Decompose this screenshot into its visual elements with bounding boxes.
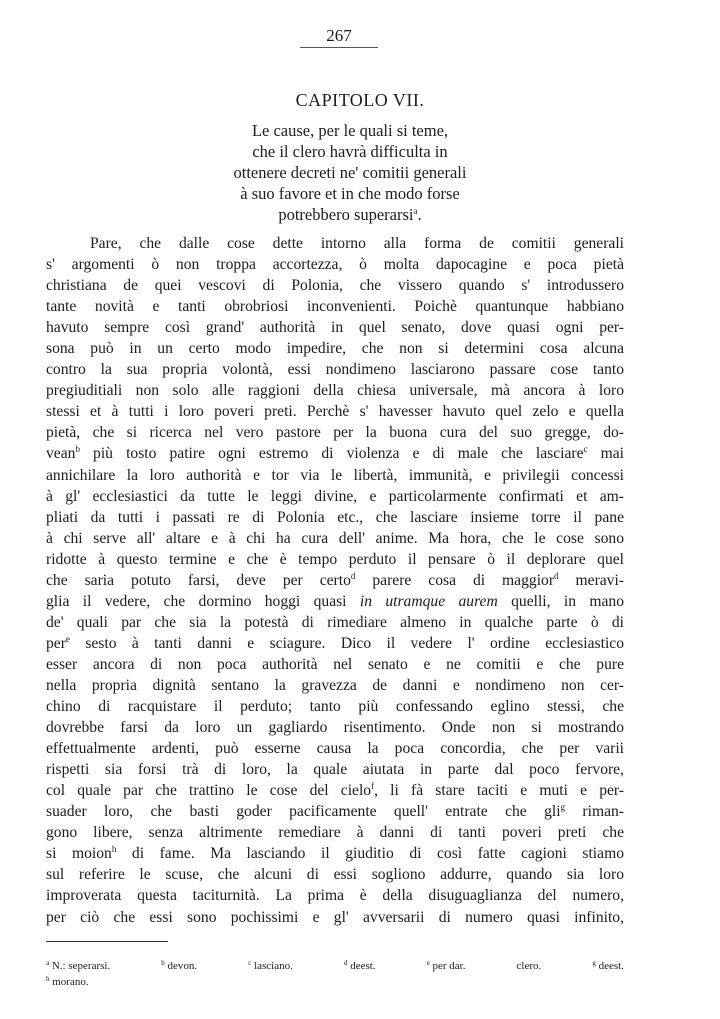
- footnote-mark-h: h: [111, 844, 117, 855]
- footnote-a-mark: a: [46, 959, 50, 967]
- footnote-mark-e: e: [65, 633, 70, 644]
- text-line: [46, 780, 624, 801]
- footnote-f-text: clero.: [516, 960, 542, 972]
- text-line: ridotte à questo termine e che è tempo perduto il pensare ò il deplorare quel: [46, 550, 624, 568]
- text-line: de' quali par che sia la potestà di rimediare almeno in qualche parte ò di: [46, 613, 624, 631]
- chapter-title: CAPITOLO VII.: [295, 90, 425, 110]
- footnote-b-mark: b: [161, 959, 165, 967]
- chapter-subtitle: [130, 120, 570, 225]
- text-line: sul referire le scuse, che alcuni di essi sogliono addurre, quando sia loro: [46, 866, 624, 884]
- subtitle-line: [130, 204, 570, 225]
- text-line: [46, 801, 624, 822]
- text-segment: glia il vedere, che dormino hoggi quasi: [46, 592, 347, 610]
- text-segment: sesto à tanti danni e sciagure. Dico il vedere l' ordine ecclesiastico: [85, 634, 625, 652]
- footnote-b-text: devon.: [167, 960, 198, 972]
- text-line: pietà, che si ricerca nel vero pastore per la buona cura del suo gregge, do-: [46, 424, 624, 442]
- text-line: pliati da tutti i passati re di Polonia etc., che lasciare insieme torre il pane: [46, 508, 624, 526]
- text-line: annichilare la loro authorità e tor via le libertà, immunità, e privilegii concessi: [46, 466, 624, 484]
- text-line: per ciò che essi sono pochissimi e gl' avversarii di numero quasi infinito,: [46, 908, 624, 926]
- text-line: à gl' ecclesiastici da tutte le leggi divine, e particolarmente confirmati et am-: [46, 487, 624, 505]
- text-line: havuto sempre così grand' authorità in quel senato, dove quasi ogni per-: [46, 319, 624, 337]
- text-segment: , li fà stare taciti e muti e per-: [374, 782, 624, 800]
- footnote-a-text: N.: seperarsi.: [51, 960, 111, 972]
- footnotes-row: [46, 974, 624, 990]
- footnote-mark-d: d: [554, 570, 559, 581]
- text-line: [46, 633, 624, 654]
- text-segment: si moion: [46, 845, 112, 863]
- text-line: Pare, che dalle cose dette intorno alla forma de comitii generali: [90, 235, 624, 252]
- text-segment: che saria potuto farsi, deve per certo: [46, 571, 351, 589]
- text-line: esser ancora di non poca authorità nel senato e ne comitii e che pure: [46, 655, 624, 673]
- footnote-d: [344, 958, 376, 974]
- text-segment: parere cosa di maggior: [372, 571, 555, 589]
- footnote-mark-b: b: [75, 444, 80, 455]
- footnote-h: [46, 974, 89, 990]
- footnote-d-mark: d: [343, 959, 348, 967]
- text-segment: riman-: [582, 803, 624, 821]
- text-line: pregiuditiali non solo alle raggioni della chiesa universale, mà ancora à loro: [46, 382, 624, 400]
- footnote-divider: [46, 941, 168, 942]
- text-line: [46, 570, 624, 591]
- footnote-h-mark: h: [46, 975, 50, 983]
- text-segment: suader loro, che basti goder pacificamente quell' entrate che gli: [46, 803, 561, 821]
- text-segment: di fame. Ma lasciando il giuditio di così fatte cagioni stiamo: [131, 845, 624, 863]
- text-line: stessi et à tutti i loro poveri preti. Perchè s' havesser havuto quel zelo e quella: [46, 403, 624, 421]
- footnote-c-text: lasciano.: [254, 960, 293, 972]
- footnote-c-mark: c: [248, 959, 252, 967]
- footnote-mark-d: d: [350, 570, 356, 581]
- footnote-e-mark: e: [426, 959, 430, 967]
- text-segment: mai: [600, 445, 625, 463]
- footnote-g-mark: g: [592, 959, 596, 967]
- text-segment: più tosto patire ogni estremo di violenza e di male che lasciare: [93, 445, 584, 463]
- text-line: nella propria dignità sentano la gravezza de danni e nondimeno non cer-: [46, 676, 624, 694]
- footnote-b: [161, 958, 197, 974]
- footnote-c: [248, 958, 293, 974]
- footnote-h-text: morano.: [52, 976, 89, 988]
- footnote-e-text: per dar.: [432, 960, 466, 972]
- text-line: rispetti sia forsi trà di loro, la quale aiutata in parte dal poco fervore,: [46, 761, 624, 779]
- text-line: à chi serve all' altare e à chi ha cura dell' anime. Ma hora, che le cose sono: [46, 529, 624, 547]
- text-line: chino di racquistare il perduto; tanto più confessando eglino stessi, che: [46, 698, 624, 716]
- text-line: effettualmente ardenti, può esserne causa la poca concordia, che per varii: [46, 740, 624, 758]
- text-segment: quelli, in mano: [511, 592, 624, 610]
- text-line: s' argomenti ò non troppa accortezza, ò molta dapocagine e poca pietà: [46, 256, 624, 274]
- text-line: sona può in un certo modo impedire, che non si determini cosa alcuna: [46, 340, 624, 358]
- text-line: tante novità e tanti obrobriosi inconvenienti. Poichè quantunque habbiano: [46, 298, 624, 316]
- footnotes: [46, 958, 624, 990]
- subtitle-line: ottenere decreti ne' comitii generali: [233, 163, 467, 182]
- latin-phrase: in utramque aurem: [359, 592, 498, 610]
- footnotes-row: [46, 958, 624, 974]
- footnote-mark-g: g: [560, 802, 566, 813]
- footnote-d-text: deest.: [350, 960, 376, 972]
- subtitle-line: Le cause, per le quali si teme,: [251, 121, 449, 140]
- text-line: contro la sua propria volontà, essi nondimeno lasciarono passare cose tanto: [46, 361, 624, 379]
- text-line: gono libere, senza altrimente remediare à danni di tanti poveri preti che: [46, 824, 624, 842]
- text-line: [46, 843, 624, 864]
- footnote-mark-c: c: [583, 444, 588, 455]
- footnote-a: [46, 958, 110, 974]
- subtitle-line: à suo favore et in che modo forse: [240, 184, 460, 203]
- text-segment: per: [46, 634, 66, 652]
- text-line: [46, 591, 624, 612]
- text-line: christiana de quei vescovi di Polonia, che vissero quando s' introdussero: [46, 277, 624, 295]
- text-segment: meravi-: [575, 571, 625, 589]
- footnote-mark-f: f: [371, 781, 375, 792]
- footnote-g-text: deest.: [598, 960, 624, 972]
- footnote-mark-a: a: [413, 206, 418, 216]
- body-paragraph: [46, 233, 624, 928]
- subtitle-line-text: potrebbero superarsi: [278, 205, 414, 224]
- text-segment: vean: [46, 445, 76, 463]
- text-line: [46, 443, 624, 464]
- subtitle-period: .: [417, 205, 422, 224]
- page-number: 267: [300, 26, 378, 48]
- footnote-g: [592, 958, 624, 974]
- footnote-e: [427, 958, 466, 974]
- text-line: improverata questa taciturnità. La prima è della disuguaglianza del numero,: [46, 887, 624, 905]
- text-segment: col quale par che trattino le cose del cielo: [46, 782, 372, 800]
- subtitle-line: che il clero havrà difficulta in: [252, 142, 448, 161]
- text-line: dovrebbe farsi da loro un gagliardo risentimento. Onde non si mostrando: [46, 719, 624, 737]
- footnote-f: [517, 958, 542, 974]
